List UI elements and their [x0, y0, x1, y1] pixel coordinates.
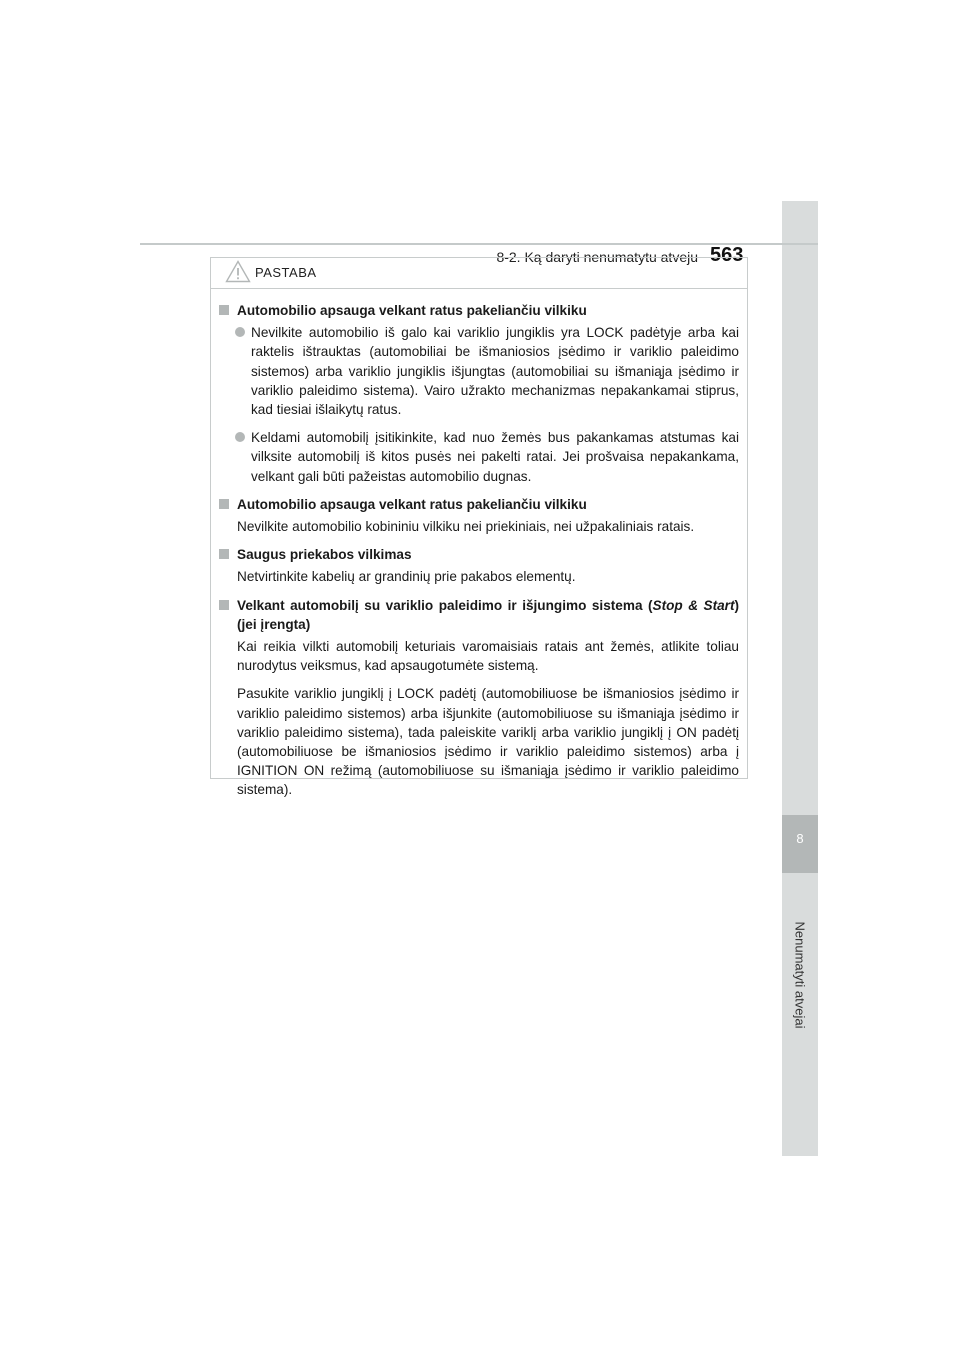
notice-title: PASTABA: [255, 265, 317, 280]
page-number: 563: [710, 244, 744, 266]
section-heading: [219, 596, 739, 634]
section-paragraph: Netvirtinkite kabelių ar grandinių prie pakabos elementų.: [237, 569, 576, 585]
section-heading: [219, 545, 739, 564]
circle-bullet-icon: [235, 327, 245, 337]
square-bullet-icon: [219, 600, 229, 610]
square-bullet-icon: [219, 305, 229, 315]
warning-triangle-icon: [225, 260, 251, 283]
square-bullet-icon: [219, 499, 229, 509]
section-paragraph: Pasukite variklio jungiklį į LOCK padėtį (automobiliuose be išmaniosios įsėdimo ir variklio paleidimo sistemos) arba išjunkite (automobiliuose su išmaniąja įsėdimo ir variklio paleidimo sistema), tada paleiskite variklį arba variklio jungiklį į ON padėtį (automobiliuose be išmaniosios įsėdimo ir variklio paleidimo sistemos) arba į IGNITION ON režimą (automobiliuose su išmaniąja įsėdimo ir variklio paleidimo sistema).: [237, 686, 739, 798]
circle-bullet-icon: [235, 432, 245, 442]
square-bullet-icon: [219, 549, 229, 559]
section-heading-post: ) (jei įrengta): [237, 597, 739, 632]
notice-box: [210, 257, 748, 798]
section-heading-emphasis: Stop & Start: [652, 597, 735, 613]
section-heading: [219, 495, 739, 514]
bullet-item: [219, 323, 739, 419]
section-heading-text: Automobilio apsauga velkant ratus pakeliančiu vilkiku: [237, 303, 587, 318]
notice-body: [211, 289, 747, 800]
section-heading: [219, 301, 739, 320]
section-title: 8-2. Ką daryti nenumatytu atveju: [496, 249, 698, 265]
chapter-title: Nenumatyti atvejai: [792, 921, 808, 1029]
chapter-number-tab: 8: [782, 815, 818, 873]
notice-header: [211, 258, 747, 289]
bullet-text: Keldami automobilį įsitikinkite, kad nuo žemės bus pakankamas atstumas kai vilksite automobilį iš kitos pusės nei pakelti ratai. Jei prošvaisa nepakankama, velkant gali būti pažeistas automobilio dugnas.: [251, 430, 739, 484]
bullet-item: [219, 428, 739, 486]
section-paragraph: Nevilkite automobilio kobininiu vilkiku nei priekiniais, nei užpakaliniais ratais.: [237, 519, 695, 535]
section-heading-text: Automobilio apsauga velkant ratus pakeliančiu vilkiku: [237, 496, 587, 512]
section-paragraph: Kai reikia vilkti automobilį keturiais varomaisiais ratais ant žemės, atlikite toliau nurodytus veiksmus, kad apsaugotumėte sistemą.: [237, 639, 739, 674]
section-heading-text: Saugus priekabos vilkimas: [237, 547, 412, 563]
section-heading-pre: Velkant automobilį su variklio paleidimo ir išjungimo sistema (: [237, 597, 653, 613]
bullet-text: Nevilkite automobilio iš galo kai variklio jungiklis yra LOCK padėtyje arba kai raktelis ištrauktas (automobiliai be išmaniosios įsėdimo ir variklio paleidimo sistemos) arba variklio jungiklis išjungtas (automobiliai su išmaniąja įsėdimo ir variklio paleidimo sistema). Vairo užrakto mechanizmas nepakankamai stiprus, kad tiesiai išlaikytų ratus.: [251, 325, 739, 418]
